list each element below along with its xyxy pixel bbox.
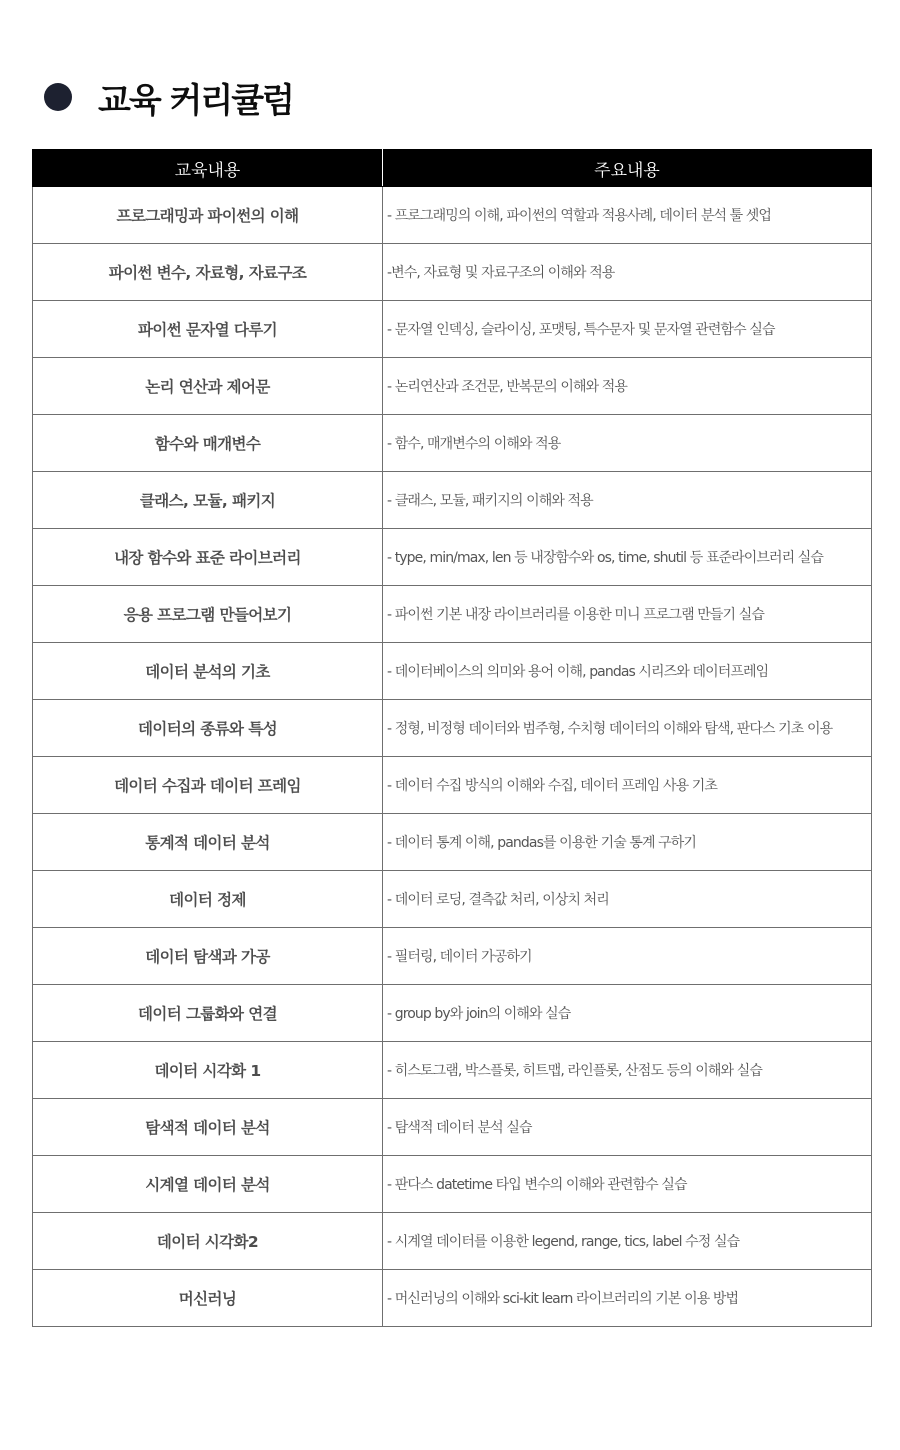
curriculum-detail-cell: - 데이터베이스의 의미와 용어 이해, pandas 시리즈와 데이터프레임 xyxy=(383,643,872,700)
curriculum-topic-cell: 데이터 정제 xyxy=(33,871,383,928)
curriculum-detail-cell: - 판다스 datetime 타입 변수의 이해와 관련함수 실습 xyxy=(383,1156,872,1213)
curriculum-topic-cell: 통계적 데이터 분석 xyxy=(33,814,383,871)
table-row xyxy=(33,1099,872,1156)
curriculum-detail-cell: - 시계열 데이터를 이용한 legend, range, tics, label 수정 실습 xyxy=(383,1213,872,1270)
curriculum-topic-cell: 데이터 시각화2 xyxy=(33,1213,383,1270)
table-row xyxy=(33,301,872,358)
table-row xyxy=(33,1213,872,1270)
column-header-detail: 주요내용 xyxy=(383,150,872,187)
table-row xyxy=(33,529,872,586)
page-title: 교육 커리큘럼 xyxy=(98,80,293,121)
table-row xyxy=(33,1156,872,1213)
table-row xyxy=(33,187,872,244)
table-row xyxy=(33,757,872,814)
curriculum-topic-cell: 데이터 분석의 기초 xyxy=(33,643,383,700)
curriculum-topic-cell: 머신러닝 xyxy=(33,1270,383,1327)
curriculum-table xyxy=(32,149,872,1327)
curriculum-topic-cell: 데이터 그룹화와 연결 xyxy=(33,985,383,1042)
curriculum-detail-cell: - 문자열 인덱싱, 슬라이싱, 포맷팅, 특수문자 및 문자열 관련함수 실습 xyxy=(383,301,872,358)
curriculum-topic-cell: 시계열 데이터 분석 xyxy=(33,1156,383,1213)
table-row xyxy=(33,358,872,415)
curriculum-detail-cell: - 정형, 비정형 데이터와 범주형, 수치형 데이터의 이해와 탐색, 판다스 기초 이용 xyxy=(383,700,872,757)
curriculum-topic-cell: 데이터 탐색과 가공 xyxy=(33,928,383,985)
curriculum-detail-cell: - type, min/max, len 등 내장함수와 os, time, shutil 등 표준라이브러리 실습 xyxy=(383,529,872,586)
table-row xyxy=(33,928,872,985)
curriculum-detail-cell: - 함수, 매개변수의 이해와 적용 xyxy=(383,415,872,472)
table-row xyxy=(33,1042,872,1099)
curriculum-topic-cell: 데이터의 종류와 특성 xyxy=(33,700,383,757)
curriculum-topic-cell: 내장 함수와 표준 라이브러리 xyxy=(33,529,383,586)
column-header-topic: 교육내용 xyxy=(33,150,383,187)
table-row xyxy=(33,700,872,757)
curriculum-detail-cell: - 데이터 통계 이해, pandas를 이용한 기술 통계 구하기 xyxy=(383,814,872,871)
table-row xyxy=(33,814,872,871)
table-row xyxy=(33,985,872,1042)
curriculum-topic-cell: 데이터 수집과 데이터 프레임 xyxy=(33,757,383,814)
table-row xyxy=(33,586,872,643)
curriculum-topic-cell: 파이썬 문자열 다루기 xyxy=(33,301,383,358)
curriculum-detail-cell: - 필터링, 데이터 가공하기 xyxy=(383,928,872,985)
curriculum-detail-cell: - 클래스, 모듈, 패키지의 이해와 적용 xyxy=(383,472,872,529)
curriculum-detail-cell: - 파이썬 기본 내장 라이브러리를 이용한 미니 프로그램 만들기 실습 xyxy=(383,586,872,643)
table-row xyxy=(33,244,872,301)
curriculum-detail-cell: - 탐색적 데이터 분석 실습 xyxy=(383,1099,872,1156)
curriculum-detail-cell: - group by와 join의 이해와 실습 xyxy=(383,985,872,1042)
table-row xyxy=(33,415,872,472)
curriculum-topic-cell: 탐색적 데이터 분석 xyxy=(33,1099,383,1156)
curriculum-detail-cell: - 데이터 로딩, 결측값 처리, 이상치 처리 xyxy=(383,871,872,928)
curriculum-topic-cell: 클래스, 모듈, 패키지 xyxy=(33,472,383,529)
table-row xyxy=(33,871,872,928)
curriculum-detail-cell: - 데이터 수집 방식의 이해와 수집, 데이터 프레임 사용 기초 xyxy=(383,757,872,814)
curriculum-topic-cell: 논리 연산과 제어문 xyxy=(33,358,383,415)
bullet-icon xyxy=(44,83,72,111)
section-heading xyxy=(44,72,293,122)
curriculum-detail-cell: - 논리연산과 조건문, 반복문의 이해와 적용 xyxy=(383,358,872,415)
table-row xyxy=(33,472,872,529)
table-body xyxy=(33,187,872,1327)
curriculum-detail-cell: -변수, 자료형 및 자료구조의 이해와 적용 xyxy=(383,244,872,301)
table-row xyxy=(33,643,872,700)
curriculum-topic-cell: 응용 프로그램 만들어보기 xyxy=(33,586,383,643)
table-header-row xyxy=(33,150,872,187)
curriculum-topic-cell: 데이터 시각화 1 xyxy=(33,1042,383,1099)
curriculum-topic-cell: 함수와 매개변수 xyxy=(33,415,383,472)
table-row xyxy=(33,1270,872,1327)
curriculum-topic-cell: 프로그래밍과 파이썬의 이해 xyxy=(33,187,383,244)
curriculum-detail-cell: - 프로그래밍의 이해, 파이썬의 역할과 적용사례, 데이터 분석 툴 셋업 xyxy=(383,187,872,244)
curriculum-topic-cell: 파이썬 변수, 자료형, 자료구조 xyxy=(33,244,383,301)
curriculum-detail-cell: - 머신러닝의 이해와 sci-kit learn 라이브러리의 기본 이용 방법 xyxy=(383,1270,872,1327)
curriculum-detail-cell: - 히스토그램, 박스플롯, 히트맵, 라인플롯, 산점도 등의 이해와 실습 xyxy=(383,1042,872,1099)
